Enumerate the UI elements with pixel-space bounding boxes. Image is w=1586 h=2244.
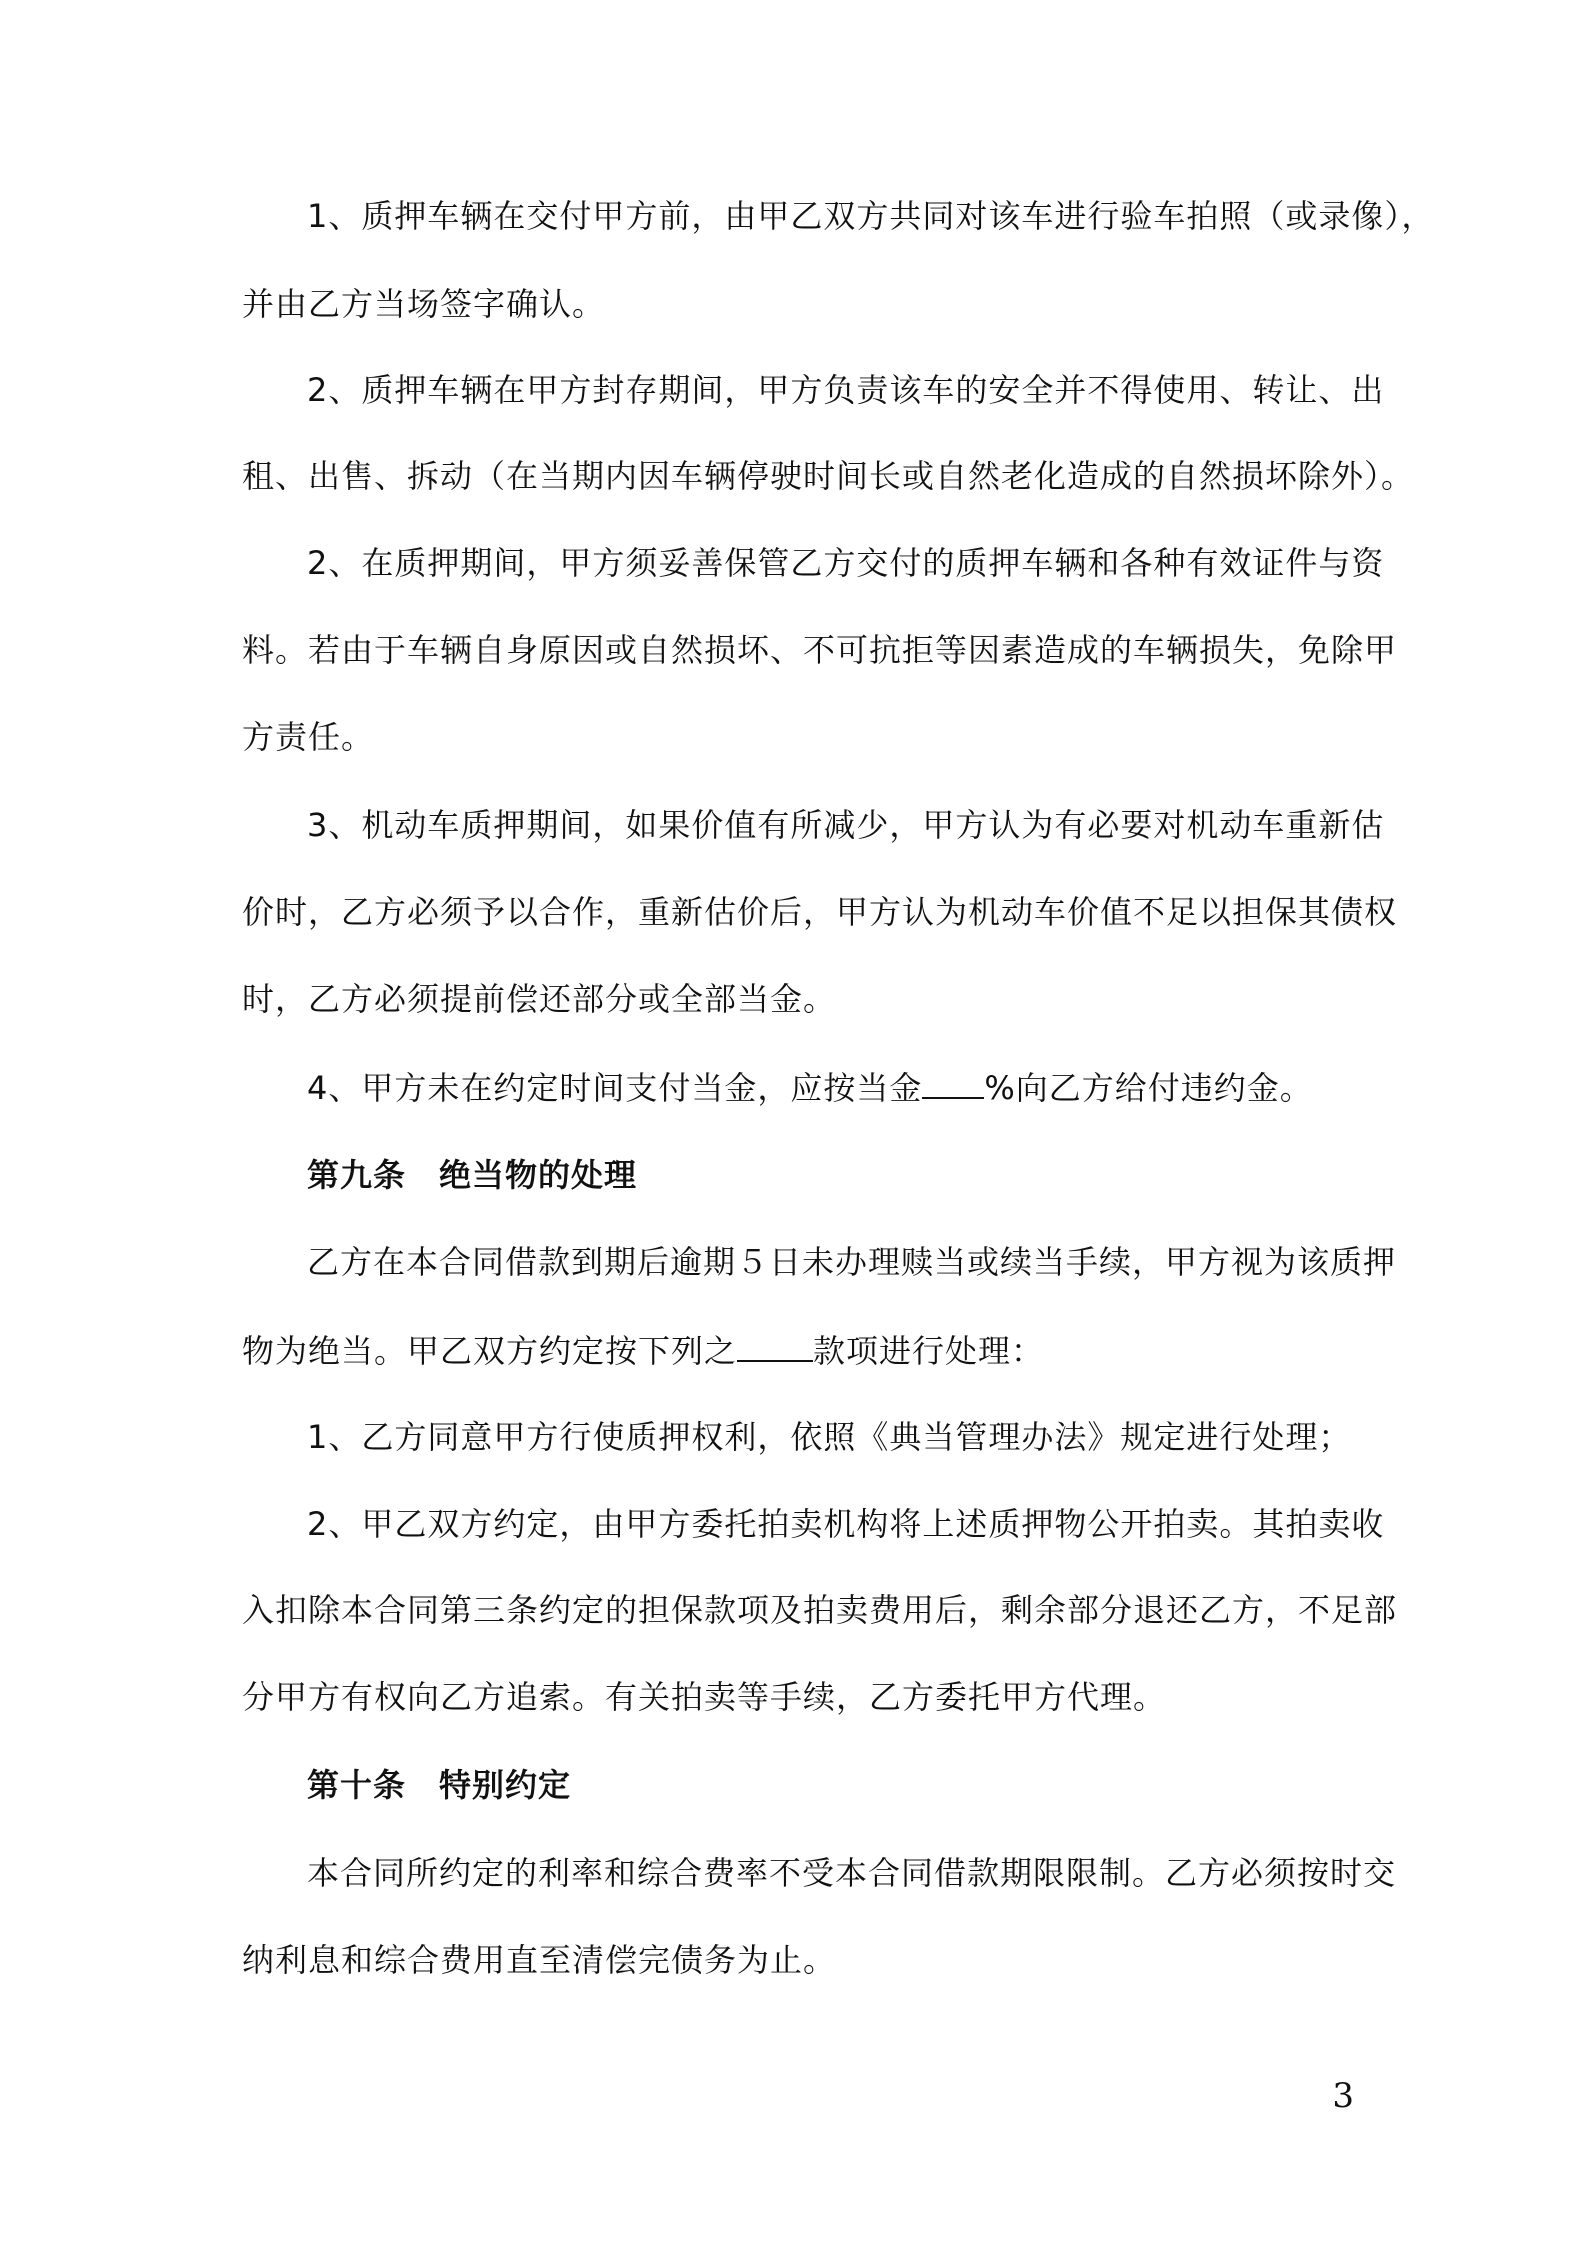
choice-text-before: 物为绝当。甲乙双方约定按下列之 — [242, 1332, 738, 1370]
paragraph-line: 2、质押车辆在甲方封存期间，甲方负责该车的安全并不得使用、转让、出 — [307, 371, 1385, 409]
paragraph-line: 纳利息和综合费用直至清偿完债务为止。 — [242, 1941, 837, 1979]
choice-text-after: 款项进行处理： — [813, 1332, 1045, 1370]
article-9-heading: 第九条 绝当物的处理 — [307, 1156, 638, 1194]
paragraph-line: 时，乙方必须提前偿还部分或全部当金。 — [242, 980, 837, 1018]
paragraph-line: 价时，乙方必须予以合作，重新估价后，甲方认为机动车价值不足以担保其债权 — [242, 893, 1398, 931]
penalty-clause — [307, 1067, 1313, 1108]
penalty-rate-blank — [922, 1067, 984, 1099]
option-blank — [737, 1330, 813, 1362]
paragraph-line: 方责任。 — [242, 718, 375, 756]
paragraph-line: 料。若由于车辆自身原因或自然损坏、不可抗拒等因素造成的车辆损失，免除甲 — [242, 631, 1398, 669]
penalty-text-before: 4、甲方未在约定时间支付当金，应按当金 — [307, 1069, 923, 1107]
list-item: 1、乙方同意甲方行使质押权利，依照《典当管理办法》规定进行处理； — [307, 1418, 1352, 1456]
paragraph-line: 乙方在本合同借款到期后逾期５日未办理赎当或续当手续，甲方视为该质押 — [307, 1243, 1397, 1281]
paragraph-line: 3、机动车质押期间，如果价值有所减少，甲方认为有必要对机动车重新估 — [307, 806, 1385, 844]
article-9-choice-line — [242, 1330, 1044, 1371]
paragraph-line: 租、出售、拆动（在当期内因车辆停驶时间长或自然老化造成的自然损坏除外）。 — [242, 457, 1415, 495]
paragraph-line: 入扣除本合同第三条约定的担保款项及拍卖费用后，剩余部分退还乙方，不足部 — [242, 1591, 1398, 1629]
page-number: 3 — [1332, 2076, 1354, 2116]
paragraph-line: 并由乙方当场签字确认。 — [242, 285, 606, 323]
paragraph-line: 分甲方有权向乙方追索。有关拍卖等手续，乙方委托甲方代理。 — [242, 1678, 1167, 1716]
penalty-text-after: %向乙方给付违约金。 — [984, 1069, 1313, 1107]
paragraph-line: 本合同所约定的利率和综合费率不受本合同借款期限限制。乙方必须按时交 — [307, 1854, 1397, 1892]
paragraph-line: 1、质押车辆在交付甲方前，由甲乙双方共同对该车进行验车拍照（或录像）， — [307, 197, 1435, 235]
paragraph-line: 2、在质押期间，甲方须妥善保管乙方交付的质押车辆和各种有效证件与资 — [307, 544, 1385, 582]
list-item: 2、甲乙双方约定，由甲方委托拍卖机构将上述质押物公开拍卖。其拍卖收 — [307, 1505, 1385, 1543]
article-10-heading: 第十条 特别约定 — [307, 1766, 572, 1804]
